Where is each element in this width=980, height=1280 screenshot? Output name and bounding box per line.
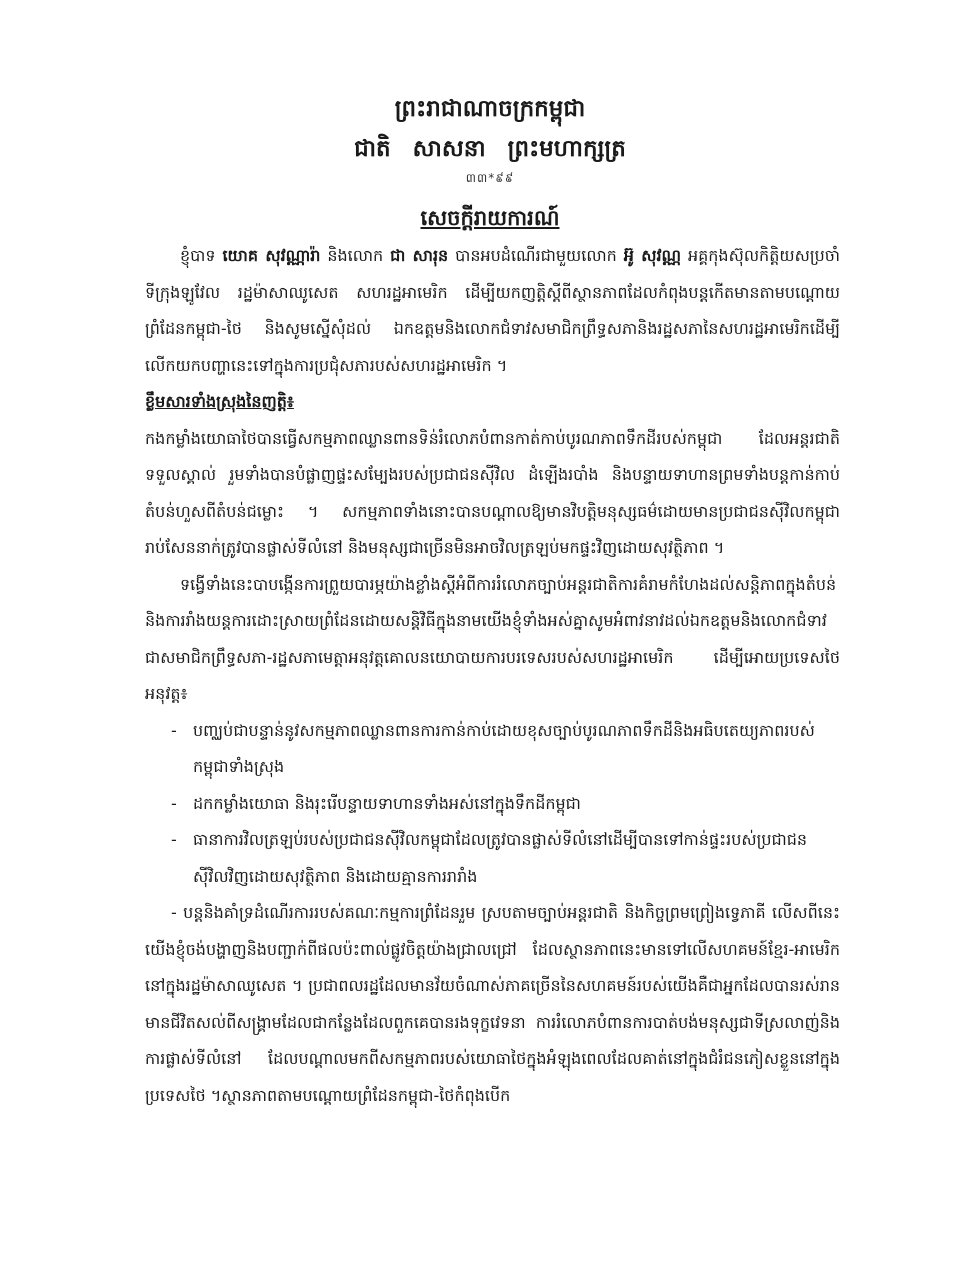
- section-heading: ខ្លឹមសារទាំងស្រុងនៃញត្តិ៖: [145, 392, 294, 411]
- intro-text-a: ខ្ញុំបាទ: [180, 246, 223, 265]
- list-item: - បញ្ឈប់ជាបន្ទាន់នូវសកម្មភាពឈ្លានពានការកាន់កាប់ដោយខុសច្បាប់បូរណភាពទឹកដីនិងអធិបតេយ្យភាពរបស់កម្ពុជាទាំងស្រុង: [171, 720, 815, 776]
- kingdom-title: ព្រះរាជាណាចក្រកម្ពុជា: [394, 96, 586, 122]
- document-header: [0, 0, 980, 234]
- companion-name: ជា សារុន: [390, 246, 449, 265]
- paragraph-1: កងកម្លាំងយោធាថៃបានធ្វើសកម្មភាពឈ្លានពានទិន់រំលោភបំពានកាត់កាប់បូរណភាពទឹកដីរបស់កម្ពុជា ដែលអន្តរជាតិទទួលស្គាល់ រួមទាំងបានបំផ្លាញផ្ទះសម្បែងរបស់ប្រជាជនស៊ីវិល ដំឡើងរបាំង និងបន្ទាយទាហានព្រមទាំងបន្តកាន់កាប់តំបន់ហួសពីតំបន់ជម្លោះ ។ សកម្មភាពទាំងនោះបានបណ្តាលឱ្យមានវិបត្តិមនុស្សធម៌ដោយមានប្រជាជនស៊ីវិលកម្ពុជារាប់សែននាក់ត្រូវបានផ្លាស់ទីលំនៅ និងមនុស្សជាច្រើនមិនអាចវិលត្រឡប់មកផ្ទះវិញដោយសុវត្ថិភាព ។: [145, 428, 840, 557]
- consul-name: អ៊ូ សុវណ្ណ: [623, 246, 682, 265]
- demands-list: [145, 713, 840, 896]
- author-name: យោគ សុវណ្ណារ៉ា: [222, 246, 321, 265]
- closing-paragraph: - បន្តនិងគាំទ្រដំណើរការរបស់គណៈកម្មការព្រំដែនរួម ស្របតាមច្បាប់អន្តរជាតិ និងកិច្ចព្រមព្រៀងទ្វេភាគី លើសពីនេះយើងខ្ញុំចង់បង្ហាញនិងបញ្ជាក់ពីផលប៉ះពាល់ផ្លូវចិត្តយ៉ាងជ្រាលជ្រៅ ដែលស្ថានភាពនេះមានទៅលើសហគមន៍ខ្មែរ-អាមេរិកនៅក្នុងរដ្ឋម៉ាសាឈូសេត ។ ប្រជាពលរដ្ឋដែលមានវ័យចំណាស់ភាគច្រើននៃសហគមន៍របស់យើងគឺជាអ្នកដែលបានរស់រានមានជីវិតសល់ពីសង្គ្រាមដែលជាកន្លែងដែលពួកគេបានរងទុក្ខវេទនា ការរំលោភបំពានការបាត់បង់មនុស្សជាទីស្រលាញ់និងការផ្លាស់ទីលំនៅ ដែលបណ្តាលមកពីសកម្មភាពរបស់យោធាថៃក្នុងអំឡុងពេលដែលគាត់នៅក្នុងជំរំជនភៀសខ្លួននៅក្នុងប្រទេសថៃ ។ស្ថានភាពតាមបណ្តោយព្រំដែនកម្ពុជា-ថៃកំពុងបើក: [145, 903, 840, 1105]
- list-item-text: ធានាការវិលត្រឡប់របស់ប្រជាជនស៊ីវិលកម្ពុជាដែលត្រូវបានផ្លាស់ទីលំនៅដើម្បីបានទៅកាន់ផ្ទះរបស់ប្រជាជនស៊ីវិលវិញដោយសុវត្ថិភាព និងដោយគ្មានការរារាំង: [193, 830, 808, 886]
- paragraph-2: ទង្វើទាំងនេះបាបង្កើនការព្រួយបារម្ភយ៉ាងខ្លាំងស្តីអំពីការរំលោភច្បាប់អន្តរជាតិការគំរាមកំហែងដល់សន្តិភាពក្នុងតំបន់និងការរាំងយន្តការដោះស្រាយព្រំដែនដោយសន្តិវិធីក្នុងនាមយើងខ្ញុំទាំងអស់គ្នាសូមអំពាវនាវដល់ឯកឧត្តមនិងលោកជំទាវជាសមាជិកព្រឹទ្ធសភា-រដ្ឋសភាមេត្តាអនុវត្តគោលនយោបាយការបរទេសរបស់សហរដ្ឋអាមេរិក ដើម្បីអោយប្រទេសថៃអនុវត្ត៖: [145, 574, 840, 703]
- national-motto: ជាតិ សាសនា ព្រះមហាក្សត្រ: [354, 136, 626, 162]
- intro-paragraph: [145, 238, 840, 384]
- intro-text-b: និងលោក: [320, 246, 391, 265]
- intro-text-d: អគ្គកុងស៊ុលកិត្តិយសប្រចាំទីក្រុងឡូវែល រដ្ឋម៉ាសាឈូសេត សហរដ្ឋអាមេរិក ដើម្បីយកញត្តិស្តីពីស្ថានភាពដែលកំពុងបន្តកើតមានតាមបណ្តោយព្រំដែនកម្ពុជា-ថៃ និងសូមស្នើសុំដល់ ឯកឧត្តមនិងលោកជំទាវសមាជិកព្រឹទ្ធសភានិងរដ្ឋសភានៃសហរដ្ឋអាមេរិកដើម្បីលើកយកបញ្ហានេះទៅក្នុងការប្រជុំសភារបស់សហរដ្ឋអាមេរិក ។: [145, 246, 840, 375]
- ornament-divider: ៣៣*៩៩: [465, 171, 515, 185]
- list-item: - ដកកម្លាំងយោធា និងរុះរើបន្ទាយទាហានទាំងអស់នៅក្នុងទឹកដីកម្ពុជា: [171, 793, 581, 813]
- document-title: សេចក្តីរាយការណ៍: [420, 206, 560, 230]
- list-item-text: ដកកម្លាំងយោធា និងរុះរើបន្ទាយទាហានទាំងអស់នៅក្នុងទឹកដីកម្ពុជា: [193, 793, 581, 813]
- list-item-text: បញ្ឈប់ជាបន្ទាន់នូវសកម្មភាពឈ្លានពានការកាន់កាប់ដោយខុសច្បាប់បូរណភាពទឹកដីនិងអធិបតេយ្យភាពរបស់កម្ពុជាទាំងស្រុង: [193, 720, 815, 776]
- intro-text-c: បានអបដំណើរជាមួយលោក: [448, 246, 624, 265]
- list-item: - ធានាការវិលត្រឡប់របស់ប្រជាជនស៊ីវិលកម្ពុជាដែលត្រូវបានផ្លាស់ទីលំនៅដើម្បីបានទៅកាន់ផ្ទះរបស់ប្រជាជនស៊ីវិលវិញដោយសុវត្ថិភាព និងដោយគ្មានការរារាំង: [171, 830, 808, 886]
- document-body: [145, 238, 840, 1114]
